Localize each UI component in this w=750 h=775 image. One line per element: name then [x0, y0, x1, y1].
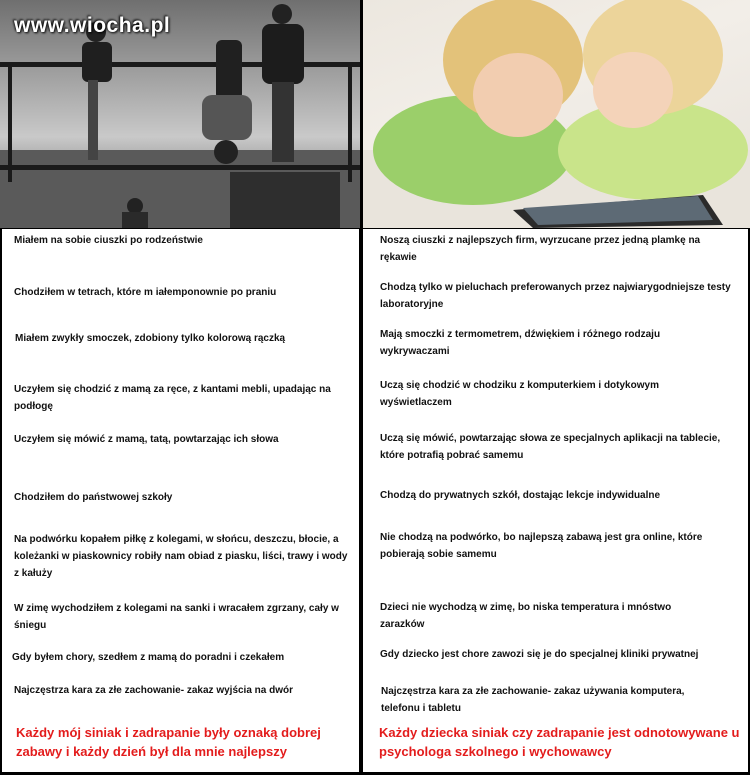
panel-then [2, 229, 359, 772]
then-item-9: Gdy byłem chory, szedłem z mamą do poradni i czekałem [12, 652, 285, 663]
now-item-4: Uczą się chodzić w chodziku z komputerkiem i dotykowym wyświetlaczem [380, 380, 659, 408]
then-item-1: Miałem na sobie ciuszki po rodzeństwie [14, 235, 203, 246]
now-item-9: Gdy dziecko jest chore zawozi się je do specjalnej kliniki prywatnej [380, 649, 699, 660]
then-item-5: Uczyłem się mówić z mamą, tatą, powtarzając ich słowa [14, 434, 279, 445]
then-item-6: Chodziłem do państwowej szkoły [14, 492, 173, 503]
then-item-7: Na podwórku kopałem piłkę z kolegami, w słońcu, deszczu, błocie, a koleżanki w piaskownicy robiły nam obiad z piasku, liści, trawy i wody z kałuży [14, 534, 348, 579]
now-summary: Każdy dziecka siniak czy zadrapanie jest odnotowywane u psychologa szkolnego i wychowawcy [379, 725, 740, 759]
then-item-10: Najczęstrza kara za złe zachowanie- zakaz wyjścia na dwór [14, 685, 294, 696]
then-item-2: Chodziłem w tetrach, które m iałemponownie po praniu [14, 287, 277, 298]
then-summary: Każdy mój siniak i zadrapanie były oznaką dobrej zabawy i każdy dzień był dla mnie najlepszy [16, 725, 321, 759]
now-item-3: Mają smoczki z termometrem, dźwiękiem i różnego rodzaju wykrywaczami [380, 329, 661, 357]
now-item-8: Dzieci nie wychodzą w zimę, bo niska temperatura i mnóstwo zarazków [380, 602, 672, 630]
then-item-3: Miałem zwykły smoczek, zdobiony tylko kolorową rączką [15, 333, 286, 344]
panel-now [363, 229, 748, 772]
now-item-7: Nie chodzą na podwórko, bo najlepszą zabawą jest gra online, które pobierają sobie samemu [380, 532, 703, 560]
kids-tablet-illustration [363, 0, 750, 228]
photo-left [0, 0, 360, 228]
now-item-10: Najczęstrza kara za złe zachowanie- zakaz używania komputera, telefonu i tabletu [381, 686, 685, 714]
then-item-8: W zimę wychodziłem z kolegami na sanki i wracałem zgrzany, cały w śniegu [14, 603, 339, 631]
now-item-6: Chodzą do prywatnych szkół, dostając lekcje indywidualne [380, 490, 661, 501]
now-item-2: Chodzą tylko w pieluchach preferowanych przez najwiarygodniejsze testy laboratoryjne [380, 282, 731, 310]
now-item-1: Noszą ciuszki z najlepszych firm, wyrzucane przez jedną plamkę na rękawie [380, 235, 701, 263]
photo-right [363, 0, 750, 228]
watermark-logo: www.wiocha.pl [14, 14, 171, 37]
now-item-5: Uczą się mówić, powtarzając słowa ze specjalnych aplikacji na tablecie, które potrafią pobrać samemu [380, 433, 721, 461]
then-item-4: Uczyłem się chodzić z mamą za ręce, z kantami mebli, upadając na podłogę [14, 384, 331, 412]
